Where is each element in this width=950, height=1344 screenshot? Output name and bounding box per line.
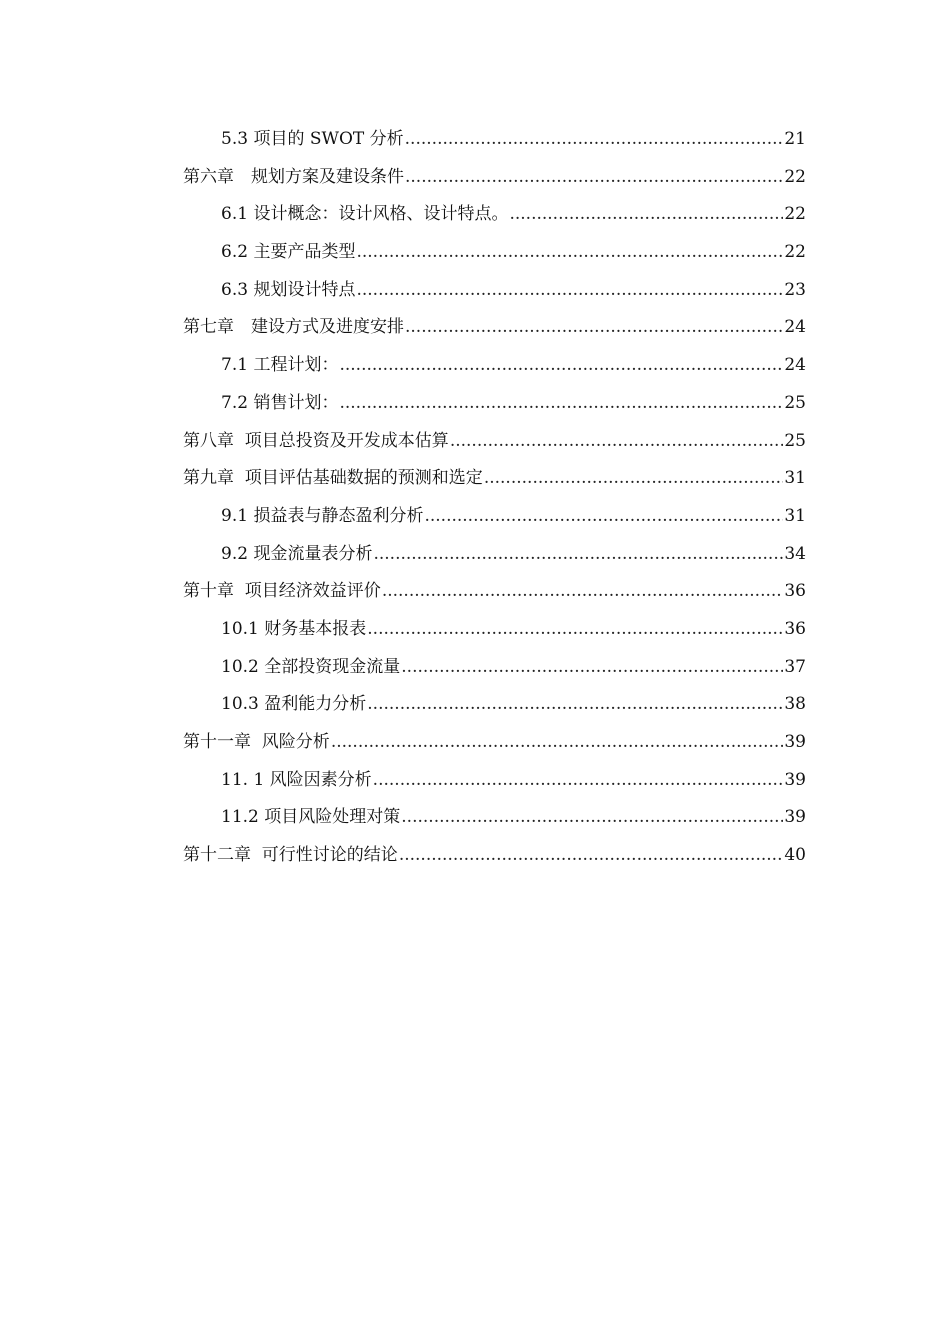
toc-entry	[183, 573, 806, 611]
toc-entry-page: 21	[784, 129, 806, 149]
toc-entry-page: 24	[784, 355, 806, 376]
toc-dot-leader	[509, 196, 783, 234]
toc-entry-page: 39	[784, 732, 806, 752]
toc-entry-title: 第十一章 风险分析	[183, 732, 330, 752]
toc-entry-title: 6.3 规划设计特点	[221, 279, 356, 300]
toc-entry	[183, 234, 806, 272]
toc-entry-page: 40	[784, 845, 806, 866]
toc-dot-leader	[450, 423, 784, 461]
toc-entry-page: 25	[784, 392, 806, 413]
toc-dot-leader	[373, 762, 784, 800]
toc-entry	[183, 460, 806, 498]
toc-entry-title: 11. 1 风险因素分析	[221, 769, 372, 790]
toc-entry-title: 7.1 工程计划：	[221, 355, 339, 376]
toc-dot-leader	[424, 498, 783, 536]
toc-entry	[183, 272, 806, 310]
toc-entry-title: 10.3 盈利能力分析	[221, 694, 367, 715]
toc-entry-title: 第六章 规划方案及建设条件	[183, 166, 404, 187]
toc-entry-title: 11.2 项目风险处理对策	[221, 807, 401, 828]
toc-entry-title: 第十章 项目经济效益评价	[183, 581, 381, 602]
toc-entry-title: 10.2 全部投资现金流量	[221, 656, 401, 677]
toc-entry-page: 22	[784, 242, 806, 263]
toc-entry	[183, 423, 806, 461]
toc-entry-title: 6.2 主要产品类型	[221, 242, 356, 263]
toc-entry-title: 5.3 项目的 SWOT 分析	[221, 129, 404, 149]
toc-dot-leader	[382, 573, 784, 611]
toc-entry-page: 39	[784, 769, 806, 790]
toc-entry	[183, 347, 806, 385]
toc-entry	[183, 159, 806, 197]
toc-entry	[183, 686, 806, 724]
toc-entry-page: 38	[784, 694, 806, 715]
toc-dot-leader	[339, 347, 783, 385]
toc-dot-leader	[401, 799, 783, 837]
toc-entry-page: 37	[784, 656, 806, 677]
toc-entry-page: 24	[784, 317, 806, 338]
toc-dot-leader	[356, 272, 783, 310]
toc-dot-leader	[367, 611, 783, 649]
toc-entry-page: 25	[784, 430, 806, 451]
toc-entry-title: 第九章 项目评估基础数据的预测和选定	[183, 468, 483, 489]
toc-entry	[183, 196, 806, 234]
toc-entry-page: 22	[784, 166, 806, 187]
toc-entry-page: 31	[784, 468, 806, 489]
toc-entry-page: 23	[784, 279, 806, 300]
toc-entry-page: 22	[784, 204, 806, 225]
toc-dot-leader	[405, 121, 784, 159]
toc-dot-leader	[339, 385, 783, 423]
toc-entry-title: 9.2 现金流量表分析	[221, 543, 373, 564]
toc-entry-title: 第十二章 可行性讨论的结论	[183, 845, 398, 866]
toc-entry-page: 39	[784, 807, 806, 828]
toc-dot-leader	[484, 460, 784, 498]
toc-entry-title: 6.1 设计概念：设计风格、设计特点。	[221, 204, 509, 225]
toc-dot-leader	[399, 837, 784, 875]
toc-entry-page: 34	[784, 543, 806, 564]
toc-dot-leader	[401, 649, 783, 687]
toc-entry-title: 第七章 建设方式及进度安排	[183, 317, 404, 338]
toc-entry-title: 第八章 项目总投资及开发成本估算	[183, 430, 449, 451]
table-of-contents	[183, 121, 806, 875]
toc-entry	[183, 536, 806, 574]
toc-dot-leader	[356, 234, 783, 272]
toc-entry-page: 36	[784, 581, 806, 602]
toc-dot-leader	[373, 536, 783, 574]
toc-entry-title: 9.1 损益表与静态盈利分析	[221, 505, 424, 526]
toc-entry	[183, 724, 806, 762]
toc-entry	[183, 385, 806, 423]
toc-entry-title: 7.2 销售计划：	[221, 392, 339, 413]
toc-entry	[183, 121, 806, 159]
toc-entry	[183, 309, 806, 347]
toc-entry	[183, 799, 806, 837]
toc-dot-leader	[405, 159, 783, 197]
toc-entry	[183, 762, 806, 800]
toc-entry-title: 10.1 财务基本报表	[221, 618, 367, 639]
toc-entry-page: 36	[784, 618, 806, 639]
toc-entry-page: 31	[784, 505, 806, 526]
toc-entry	[183, 498, 806, 536]
toc-dot-leader	[405, 309, 783, 347]
toc-dot-leader	[331, 724, 784, 762]
toc-entry	[183, 649, 806, 687]
toc-entry	[183, 611, 806, 649]
toc-entry	[183, 837, 806, 875]
toc-dot-leader	[367, 686, 783, 724]
